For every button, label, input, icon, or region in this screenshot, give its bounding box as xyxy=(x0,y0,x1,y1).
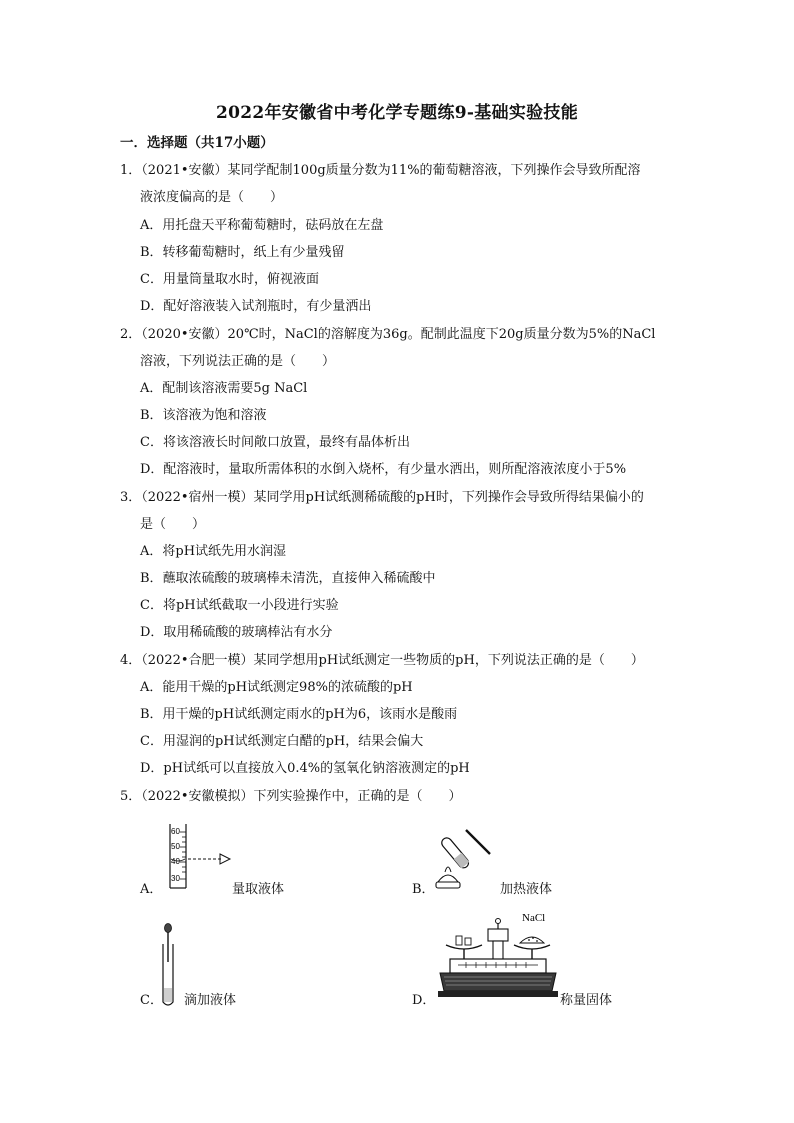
page-title: 2022年安徽省中考化学专题练9-基础实验技能 xyxy=(215,103,579,123)
figure-c-caption: 滴加液体 xyxy=(184,993,237,1008)
dropper-test-tube-figure xyxy=(156,922,180,1008)
question-2-option-a: A．配制该溶液需要5g NaCl xyxy=(140,381,308,396)
question-4-option-c: C．用湿润的pH试纸测定白醋的pH，结果会偏大 xyxy=(140,734,424,749)
graduated-cylinder-figure xyxy=(162,822,242,892)
balance-figure xyxy=(436,905,560,1009)
question-1-option-c: C．用量筒量取水时，俯视液面 xyxy=(140,272,319,287)
question-3-option-c: C．将pH试纸截取一小段进行实验 xyxy=(140,598,339,613)
question-1-option-d: D．配好溶液装入试剂瓶时，有少量洒出 xyxy=(140,299,372,314)
question-4-option-a: A．能用干燥的pH试纸测定98%的浓硫酸的pH xyxy=(140,680,413,695)
question-2-option-d: D．配溶液时，量取所需体积的水倒入烧杯，有少量水洒出，则所配溶液浓度小于5% xyxy=(140,462,627,477)
question-4-option-b: B．用干燥的pH试纸测定雨水的pH为6，该雨水是酸雨 xyxy=(140,707,458,722)
question-1-option-b: B．转移葡萄糖时，纸上有少量残留 xyxy=(140,245,345,260)
question-2-option-c: C．将该溶液长时间敞口放置，最终有晶体析出 xyxy=(140,435,410,450)
question-4-option-d: D．pH试纸可以直接放入0.4%的氢氧化钠溶液测定的pH xyxy=(140,761,470,776)
section-heading: 一．选择题（共17小题） xyxy=(120,135,274,151)
figure-d-letter: D． xyxy=(412,993,436,1008)
scale-label-60: 60 xyxy=(171,827,180,836)
question-3-stem: 3．（2022•宿州一模）某同学用pH试纸测稀硫酸的pH时，下列操作会导致所得结果偏小的 xyxy=(120,490,644,505)
figure-c-letter: C． xyxy=(140,993,163,1008)
question-4-stem: 4．（2022•合肥一模）某同学想用pH试纸测定一些物质的pH，下列说法正确的是（ ） xyxy=(120,653,644,668)
question-1-stem-cont: 液浓度偏高的是（ ） xyxy=(140,190,284,205)
question-2-stem: 2．（2020•安徽）20℃时，NaCl的溶解度为36g。配制此温度下20g质量分数为5%的NaCl xyxy=(120,327,656,342)
figure-a-caption: 量取液体 xyxy=(232,882,285,897)
figure-b-letter: B． xyxy=(412,882,435,897)
question-2-option-b: B．该溶液为饱和溶液 xyxy=(140,408,267,423)
question-3-stem-cont: 是（ ） xyxy=(140,517,206,532)
figure-d-caption: 称量固体 xyxy=(560,993,613,1008)
question-3-option-a: A．将pH试纸先用水润湿 xyxy=(140,544,287,559)
scale-label-40: 40 xyxy=(171,857,180,866)
question-5-stem: 5．（2022•安徽模拟）下列实验操作中，正确的是（ ） xyxy=(120,789,462,804)
nacl-label: NaCl xyxy=(522,912,546,924)
heating-test-tube-figure xyxy=(430,824,500,894)
question-1-stem: 1．（2021•安徽）某同学配制100g质量分数为11%的葡萄糖溶液，下列操作会导致所配溶 xyxy=(120,163,641,178)
question-2-stem-cont: 溶液，下列说法正确的是（ ） xyxy=(140,354,336,369)
question-3-option-d: D．取用稀硫酸的玻璃棒沾有水分 xyxy=(140,625,333,640)
figure-a-letter: A． xyxy=(140,882,163,897)
scale-label-50: 50 xyxy=(171,842,180,851)
scale-label-30: 30 xyxy=(171,874,180,883)
figure-b-caption: 加热液体 xyxy=(500,882,553,897)
question-1-option-a: A．用托盘天平称葡萄糖时，砝码放在左盘 xyxy=(140,218,384,233)
question-3-option-b: B．蘸取浓硫酸的玻璃棒未清洗，直接伸入稀硫酸中 xyxy=(140,571,436,586)
